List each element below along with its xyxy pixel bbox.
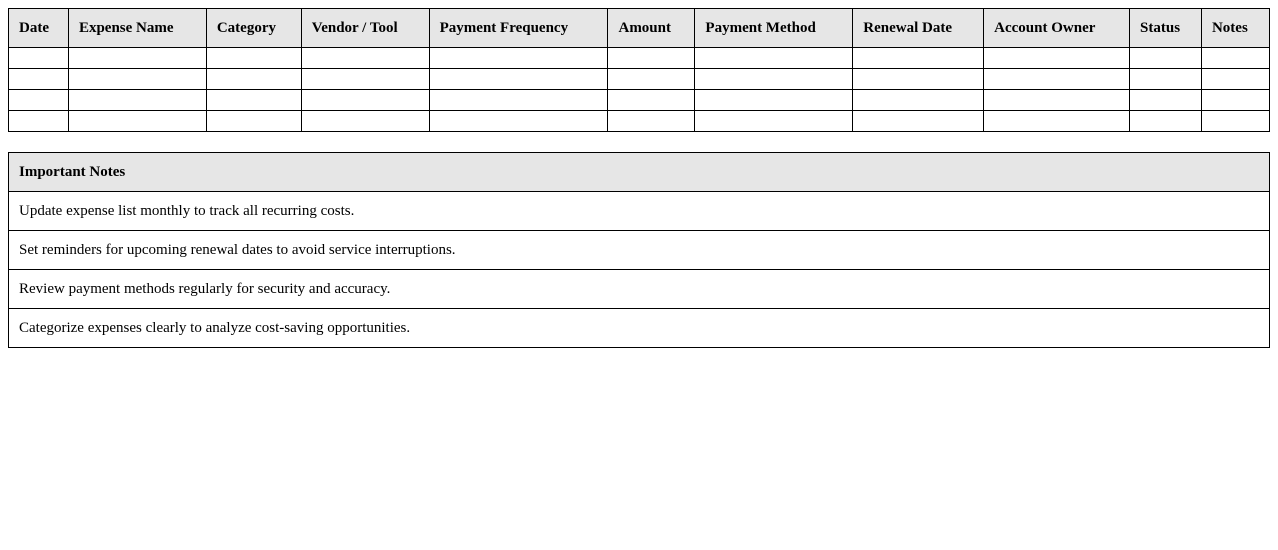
notes-heading: Important Notes (9, 153, 1270, 192)
table-row (9, 48, 1270, 69)
table-cell (9, 111, 69, 132)
table-cell (301, 69, 429, 90)
table-cell (853, 90, 984, 111)
note-text: Update expense list monthly to track all recurring costs. (9, 192, 1270, 231)
table-cell (608, 111, 695, 132)
table-cell (1130, 69, 1202, 90)
note-text: Set reminders for upcoming renewal dates to avoid service interruptions. (9, 231, 1270, 270)
table-cell (695, 90, 853, 111)
column-header-renewal-date: Renewal Date (853, 9, 984, 48)
table-cell (695, 111, 853, 132)
table-cell (984, 48, 1130, 69)
table-cell (608, 69, 695, 90)
column-header-account-owner: Account Owner (984, 9, 1130, 48)
table-cell (206, 48, 301, 69)
table-cell (1130, 90, 1202, 111)
table-cell (301, 90, 429, 111)
column-header-payment-frequency: Payment Frequency (429, 9, 608, 48)
expense-table-header-row (9, 9, 1270, 48)
table-row (9, 90, 1270, 111)
table-cell (9, 48, 69, 69)
note-row (9, 309, 1270, 348)
table-row (9, 69, 1270, 90)
table-cell (984, 90, 1130, 111)
table-cell (9, 90, 69, 111)
note-text: Categorize expenses clearly to analyze cost-saving opportunities. (9, 309, 1270, 348)
table-cell (9, 69, 69, 90)
column-header-expense-name: Expense Name (68, 9, 206, 48)
table-cell (984, 69, 1130, 90)
table-cell (695, 48, 853, 69)
table-cell (429, 90, 608, 111)
table-cell (301, 48, 429, 69)
note-row (9, 231, 1270, 270)
table-cell (984, 111, 1130, 132)
table-cell (206, 69, 301, 90)
table-row (9, 111, 1270, 132)
important-notes-table (8, 152, 1270, 348)
table-cell (608, 90, 695, 111)
notes-header-row (9, 153, 1270, 192)
table-cell (68, 69, 206, 90)
table-cell (68, 48, 206, 69)
column-header-status: Status (1130, 9, 1202, 48)
note-row (9, 270, 1270, 309)
table-cell (68, 111, 206, 132)
table-cell (1201, 90, 1269, 111)
table-cell (1130, 48, 1202, 69)
column-header-vendor-tool: Vendor / Tool (301, 9, 429, 48)
table-cell (853, 111, 984, 132)
table-cell (206, 90, 301, 111)
column-header-payment-method: Payment Method (695, 9, 853, 48)
column-header-notes: Notes (1201, 9, 1269, 48)
table-cell (1201, 69, 1269, 90)
column-header-amount: Amount (608, 9, 695, 48)
table-cell (853, 48, 984, 69)
note-row (9, 192, 1270, 231)
table-cell (1130, 111, 1202, 132)
expense-table (8, 8, 1270, 132)
table-cell (1201, 111, 1269, 132)
table-cell (608, 48, 695, 69)
table-cell (695, 69, 853, 90)
column-header-category: Category (206, 9, 301, 48)
table-cell (853, 69, 984, 90)
table-cell (301, 111, 429, 132)
table-cell (206, 111, 301, 132)
table-cell (429, 111, 608, 132)
column-header-date: Date (9, 9, 69, 48)
table-cell (429, 69, 608, 90)
table-cell (68, 90, 206, 111)
table-cell (429, 48, 608, 69)
table-cell (1201, 48, 1269, 69)
note-text: Review payment methods regularly for security and accuracy. (9, 270, 1270, 309)
